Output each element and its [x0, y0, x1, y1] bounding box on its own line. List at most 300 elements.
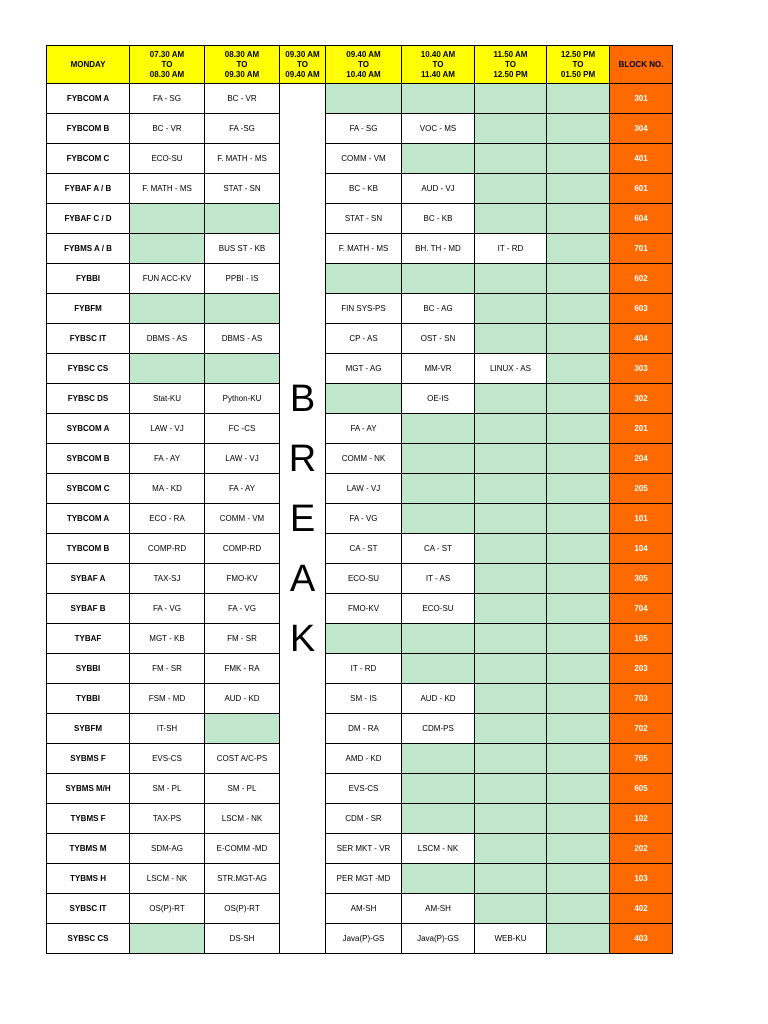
subject-cell — [475, 864, 547, 894]
class-name-cell: FYBFM — [47, 294, 130, 324]
table-row — [47, 234, 673, 264]
subject-cell — [475, 144, 547, 174]
subject-cell — [547, 414, 610, 444]
subject-cell — [547, 384, 610, 414]
subject-cell — [547, 84, 610, 114]
table-row — [47, 564, 673, 594]
subject-cell: COMM - VM — [326, 144, 402, 174]
table-row — [47, 414, 673, 444]
subject-cell — [547, 654, 610, 684]
subject-cell: AUD - KD — [205, 684, 280, 714]
subject-cell — [475, 384, 547, 414]
class-name-cell: FYBSC DS — [47, 384, 130, 414]
subject-cell: ECO-SU — [402, 594, 475, 624]
break-letter: R — [288, 437, 317, 480]
subject-cell — [402, 144, 475, 174]
slot-7-start: 12.50 PM — [560, 49, 596, 59]
subject-cell — [475, 804, 547, 834]
block-number-cell: 705 — [610, 744, 673, 774]
class-name-cell: FYBSC IT — [47, 324, 130, 354]
subject-cell — [475, 744, 547, 774]
subject-cell — [130, 924, 205, 954]
block-number-cell: 702 — [610, 714, 673, 744]
slot-4-to: TO — [358, 59, 369, 69]
table-row — [47, 354, 673, 384]
break-letter: E — [289, 497, 316, 540]
class-name-cell: SYBSC IT — [47, 894, 130, 924]
subject-cell — [475, 834, 547, 864]
subject-cell: Java(P)-GS — [402, 924, 475, 954]
subject-cell — [475, 714, 547, 744]
block-number-cell: 101 — [610, 504, 673, 534]
subject-cell — [547, 234, 610, 264]
subject-cell: EVS-CS — [326, 774, 402, 804]
subject-cell: AUD - KD — [402, 684, 475, 714]
subject-cell — [547, 774, 610, 804]
subject-cell: COMM - NK — [326, 444, 402, 474]
timetable-body — [47, 84, 673, 954]
table-row — [47, 804, 673, 834]
class-name-cell: TYBMS F — [47, 804, 130, 834]
class-name-cell: TYBMS M — [47, 834, 130, 864]
subject-cell: FMO-KV — [326, 594, 402, 624]
slot-6-start: 11.50 AM — [493, 49, 528, 59]
subject-cell — [547, 504, 610, 534]
subject-cell: LSCM - NK — [130, 864, 205, 894]
table-row — [47, 594, 673, 624]
block-number-cell: 305 — [610, 564, 673, 594]
class-name-cell: TYBCOM B — [47, 534, 130, 564]
block-number-cell: 602 — [610, 264, 673, 294]
subject-cell: OS(P)-RT — [205, 894, 280, 924]
slot-header-2 — [205, 46, 280, 84]
class-name-cell: FYBCOM A — [47, 84, 130, 114]
subject-cell: COMP-RD — [130, 534, 205, 564]
subject-cell — [475, 564, 547, 594]
table-row — [47, 294, 673, 324]
subject-cell — [402, 474, 475, 504]
slot-1-to: TO — [161, 59, 173, 69]
block-number-cell: 203 — [610, 654, 673, 684]
block-number-cell: 605 — [610, 774, 673, 804]
subject-cell — [547, 534, 610, 564]
break-letter: B — [289, 377, 316, 420]
block-number-cell: 402 — [610, 894, 673, 924]
slot-1-end: 08.30 AM — [149, 69, 185, 79]
subject-cell — [475, 534, 547, 564]
subject-cell: LAW - VJ — [205, 444, 280, 474]
slot-header-7 — [547, 46, 610, 84]
table-row — [47, 714, 673, 744]
table-row — [47, 384, 673, 414]
subject-cell: BC - KB — [402, 204, 475, 234]
subject-cell: AMD - KD — [326, 744, 402, 774]
subject-cell — [547, 714, 610, 744]
subject-cell — [402, 744, 475, 774]
subject-cell — [475, 894, 547, 924]
table-row — [47, 894, 673, 924]
subject-cell — [475, 84, 547, 114]
subject-cell: CP - AS — [326, 324, 402, 354]
class-name-cell: FYBCOM B — [47, 114, 130, 144]
class-name-cell: SYBMS M/H — [47, 774, 130, 804]
table-row — [47, 324, 673, 354]
subject-cell: FA - AY — [326, 414, 402, 444]
class-name-cell: SYBCOM B — [47, 444, 130, 474]
table-row — [47, 654, 673, 684]
table-row — [47, 474, 673, 504]
subject-cell — [402, 804, 475, 834]
subject-cell — [402, 864, 475, 894]
subject-cell — [205, 294, 280, 324]
class-name-cell: SYBAF A — [47, 564, 130, 594]
table-row — [47, 684, 673, 714]
subject-cell: MGT - KB — [130, 624, 205, 654]
slot-2-end: 09.30 AM — [224, 69, 260, 79]
block-number-cell: 403 — [610, 924, 673, 954]
block-number-cell: 303 — [610, 354, 673, 384]
subject-cell: CDM-PS — [402, 714, 475, 744]
slot-3-end: 09.40 AM — [285, 69, 320, 79]
subject-cell — [547, 744, 610, 774]
subject-cell: LAW - VJ — [326, 474, 402, 504]
subject-cell: FM - SR — [130, 654, 205, 684]
block-number-cell: 201 — [610, 414, 673, 444]
subject-cell — [547, 324, 610, 354]
subject-cell — [475, 264, 547, 294]
subject-cell — [130, 354, 205, 384]
subject-cell: OS(P)-RT — [130, 894, 205, 924]
subject-cell: ECO-SU — [326, 564, 402, 594]
subject-cell: ECO - RA — [130, 504, 205, 534]
block-number-cell: 404 — [610, 324, 673, 354]
subject-cell — [547, 354, 610, 384]
subject-cell: BUS ST - KB — [205, 234, 280, 264]
subject-cell: FC -CS — [205, 414, 280, 444]
subject-cell — [547, 204, 610, 234]
header-row — [47, 46, 673, 84]
subject-cell — [402, 504, 475, 534]
table-row — [47, 444, 673, 474]
block-number-cell: 302 — [610, 384, 673, 414]
day-header: MONDAY — [47, 46, 130, 84]
class-name-cell: TYBBI — [47, 684, 130, 714]
subject-cell: SM - PL — [130, 774, 205, 804]
subject-cell: Python-KU — [205, 384, 280, 414]
class-name-cell: TYBAF — [47, 624, 130, 654]
timetable — [46, 45, 673, 954]
class-name-cell: FYBCOM C — [47, 144, 130, 174]
subject-cell — [402, 414, 475, 444]
class-name-cell: FYBAF C / D — [47, 204, 130, 234]
subject-cell — [402, 774, 475, 804]
slot-3-start: 09.30 AM — [285, 49, 320, 59]
block-number-cell: 105 — [610, 624, 673, 654]
table-row — [47, 834, 673, 864]
slot-4-end: 10.40 AM — [346, 69, 381, 79]
block-number-cell: 204 — [610, 444, 673, 474]
block-number-cell: 601 — [610, 174, 673, 204]
table-row — [47, 624, 673, 654]
subject-cell: SER MKT - VR — [326, 834, 402, 864]
subject-cell — [547, 294, 610, 324]
table-row — [47, 114, 673, 144]
slot-header-4 — [326, 46, 402, 84]
slot-4-start: 09.40 AM — [346, 49, 381, 59]
slot-2-start: 08.30 AM — [224, 49, 260, 59]
slot-header-5 — [402, 46, 475, 84]
slot-3-to: TO — [297, 59, 308, 69]
slot-1-start: 07.30 AM — [149, 49, 185, 59]
subject-cell: DBMS - AS — [205, 324, 280, 354]
slot-header-6 — [475, 46, 547, 84]
block-number-cell: 304 — [610, 114, 673, 144]
subject-cell: F. MATH - MS — [205, 144, 280, 174]
block-number-cell: 202 — [610, 834, 673, 864]
subject-cell: WEB-KU — [475, 924, 547, 954]
subject-cell: FSM - MD — [130, 684, 205, 714]
subject-cell — [326, 84, 402, 114]
subject-cell — [475, 594, 547, 624]
subject-cell — [547, 444, 610, 474]
subject-cell: IT-SH — [130, 714, 205, 744]
subject-cell — [547, 834, 610, 864]
class-name-cell: SYBMS F — [47, 744, 130, 774]
subject-cell — [547, 894, 610, 924]
subject-cell: FUN ACC-KV — [130, 264, 205, 294]
subject-cell: FA - AY — [205, 474, 280, 504]
subject-cell: BC - VR — [205, 84, 280, 114]
class-name-cell: TYBMS H — [47, 864, 130, 894]
subject-cell — [475, 114, 547, 144]
subject-cell — [547, 684, 610, 714]
subject-cell: DBMS - AS — [130, 324, 205, 354]
subject-cell — [402, 654, 475, 684]
block-number-cell: 401 — [610, 144, 673, 174]
subject-cell: STAT - SN — [205, 174, 280, 204]
subject-cell: MGT - AG — [326, 354, 402, 384]
subject-cell — [547, 924, 610, 954]
subject-cell: F. MATH - MS — [130, 174, 205, 204]
class-name-cell: FYBSC CS — [47, 354, 130, 384]
slot-header-1 — [130, 46, 205, 84]
subject-cell — [547, 264, 610, 294]
class-name-cell: SYBAF B — [47, 594, 130, 624]
subject-cell: IT - RD — [475, 234, 547, 264]
block-number-cell: 103 — [610, 864, 673, 894]
subject-cell: PPBI - IS — [205, 264, 280, 294]
subject-cell — [475, 624, 547, 654]
subject-cell — [475, 774, 547, 804]
subject-cell: E-COMM -MD — [205, 834, 280, 864]
subject-cell: BC - VR — [130, 114, 205, 144]
subject-cell: ECO-SU — [130, 144, 205, 174]
subject-cell: PER MGT -MD — [326, 864, 402, 894]
subject-cell: FA - VG — [326, 504, 402, 534]
class-name-cell: SYBBI — [47, 654, 130, 684]
subject-cell — [402, 84, 475, 114]
subject-cell: BH. TH - MD — [402, 234, 475, 264]
subject-cell: TAX-PS — [130, 804, 205, 834]
subject-cell: DS-SH — [205, 924, 280, 954]
block-number-cell: 703 — [610, 684, 673, 714]
block-number-cell: 603 — [610, 294, 673, 324]
slot-6-end: 12.50 PM — [493, 69, 528, 79]
subject-cell: FMK - RA — [205, 654, 280, 684]
class-name-cell: SYBFM — [47, 714, 130, 744]
subject-cell — [475, 474, 547, 504]
subject-cell: IT - AS — [402, 564, 475, 594]
subject-cell: F. MATH - MS — [326, 234, 402, 264]
subject-cell — [475, 504, 547, 534]
subject-cell: FA - VG — [205, 594, 280, 624]
subject-cell: SM - IS — [326, 684, 402, 714]
subject-cell — [547, 114, 610, 144]
class-name-cell: SYBCOM C — [47, 474, 130, 504]
subject-cell: COMM - VM — [205, 504, 280, 534]
subject-cell: Java(P)-GS — [326, 924, 402, 954]
subject-cell: SM - PL — [205, 774, 280, 804]
subject-cell — [475, 444, 547, 474]
table-row — [47, 744, 673, 774]
slot-5-start: 10.40 AM — [420, 49, 456, 59]
slot-7-to: TO — [572, 59, 584, 69]
subject-cell — [547, 474, 610, 504]
subject-cell — [402, 264, 475, 294]
block-number-cell: 704 — [610, 594, 673, 624]
class-name-cell: SYBSC CS — [47, 924, 130, 954]
subject-cell: FA - VG — [130, 594, 205, 624]
block-number-cell: 104 — [610, 534, 673, 564]
subject-cell: CA - ST — [402, 534, 475, 564]
class-name-cell: SYBCOM A — [47, 414, 130, 444]
subject-cell — [547, 594, 610, 624]
subject-cell: OST - SN — [402, 324, 475, 354]
subject-cell — [475, 654, 547, 684]
subject-cell: AM-SH — [326, 894, 402, 924]
subject-cell: Stat-KU — [130, 384, 205, 414]
subject-cell: LAW - VJ — [130, 414, 205, 444]
subject-cell — [547, 564, 610, 594]
subject-cell — [475, 294, 547, 324]
class-name-cell: TYBCOM A — [47, 504, 130, 534]
table-row — [47, 924, 673, 954]
slot-7-end: 01.50 PM — [560, 69, 596, 79]
break-column — [280, 84, 326, 954]
slot-6-to: TO — [505, 59, 516, 69]
subject-cell — [130, 204, 205, 234]
subject-cell — [402, 624, 475, 654]
subject-cell: FA -SG — [205, 114, 280, 144]
subject-cell — [547, 864, 610, 894]
table-row — [47, 144, 673, 174]
subject-cell: FA - AY — [130, 444, 205, 474]
table-row — [47, 264, 673, 294]
subject-cell: AUD - VJ — [402, 174, 475, 204]
subject-cell: LSCM - NK — [205, 804, 280, 834]
subject-cell — [205, 354, 280, 384]
subject-cell: AM-SH — [402, 894, 475, 924]
subject-cell — [326, 264, 402, 294]
subject-cell: MA - KD — [130, 474, 205, 504]
slot-5-end: 11.40 AM — [421, 69, 455, 79]
subject-cell — [475, 204, 547, 234]
subject-cell: BC - AG — [402, 294, 475, 324]
class-name-cell: FYBBI — [47, 264, 130, 294]
subject-cell — [326, 624, 402, 654]
subject-cell: DM - RA — [326, 714, 402, 744]
subject-cell — [547, 174, 610, 204]
slot-5-to: TO — [432, 59, 444, 69]
subject-cell: COST A/C-PS — [205, 744, 280, 774]
subject-cell: LSCM - NK — [402, 834, 475, 864]
break-letter: K — [289, 617, 316, 660]
subject-cell: MM-VR — [402, 354, 475, 384]
subject-cell: OE-IS — [402, 384, 475, 414]
subject-cell: STR.MGT-AG — [205, 864, 280, 894]
subject-cell: TAX-SJ — [130, 564, 205, 594]
subject-cell — [475, 684, 547, 714]
subject-cell: SDM-AG — [130, 834, 205, 864]
table-row — [47, 174, 673, 204]
table-row — [47, 204, 673, 234]
table-row — [47, 864, 673, 894]
block-number-cell: 604 — [610, 204, 673, 234]
subject-cell: FIN SYS-PS — [326, 294, 402, 324]
subject-cell — [130, 234, 205, 264]
subject-cell: FMO-KV — [205, 564, 280, 594]
subject-cell — [130, 294, 205, 324]
block-number-cell: 102 — [610, 804, 673, 834]
slot-header-3 — [280, 46, 326, 84]
subject-cell: FA - SG — [326, 114, 402, 144]
subject-cell — [475, 174, 547, 204]
subject-cell — [475, 414, 547, 444]
subject-cell: CDM - SR — [326, 804, 402, 834]
subject-cell — [326, 384, 402, 414]
block-number-cell: 701 — [610, 234, 673, 264]
table-row — [47, 774, 673, 804]
subject-cell — [475, 324, 547, 354]
subject-cell: FA - SG — [130, 84, 205, 114]
subject-cell — [547, 804, 610, 834]
subject-cell: STAT - SN — [326, 204, 402, 234]
break-letter: A — [289, 557, 316, 600]
block-no-header: BLOCK NO. — [610, 46, 673, 84]
subject-cell: BC - KB — [326, 174, 402, 204]
class-name-cell: FYBAF A / B — [47, 174, 130, 204]
subject-cell: FM - SR — [205, 624, 280, 654]
subject-cell: COMP-RD — [205, 534, 280, 564]
subject-cell: LINUX - AS — [475, 354, 547, 384]
block-number-cell: 301 — [610, 84, 673, 114]
slot-2-to: TO — [236, 59, 248, 69]
subject-cell — [205, 714, 280, 744]
subject-cell — [402, 444, 475, 474]
table-row — [47, 84, 673, 114]
subject-cell: IT - RD — [326, 654, 402, 684]
break-letters — [280, 369, 325, 669]
subject-cell: EVS-CS — [130, 744, 205, 774]
table-row — [47, 534, 673, 564]
class-name-cell: FYBMS A / B — [47, 234, 130, 264]
subject-cell: CA - ST — [326, 534, 402, 564]
block-number-cell: 205 — [610, 474, 673, 504]
subject-cell: VOC - MS — [402, 114, 475, 144]
subject-cell — [205, 204, 280, 234]
subject-cell — [547, 624, 610, 654]
table-row — [47, 504, 673, 534]
